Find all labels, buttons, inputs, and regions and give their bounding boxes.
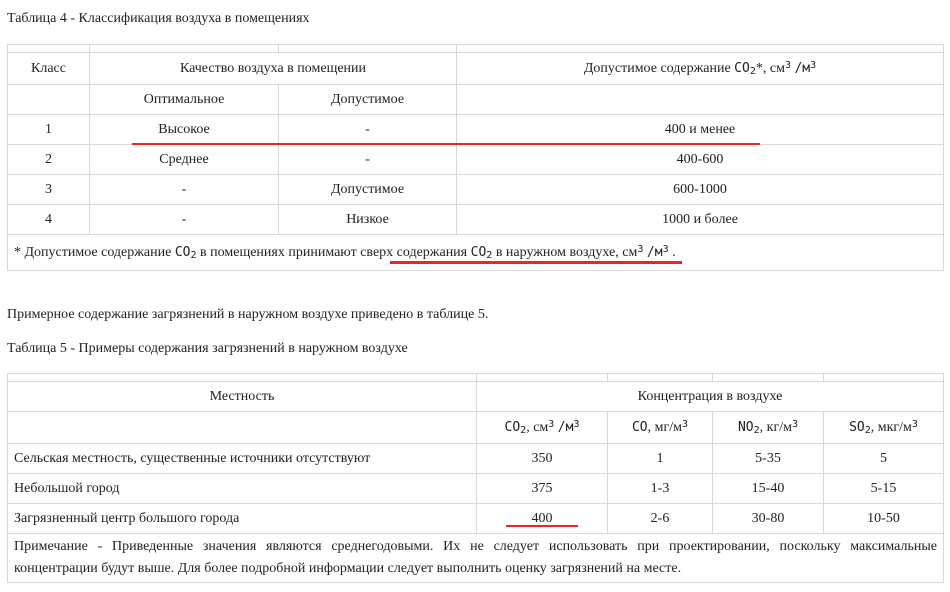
t4-footnote: * Допустимое содержание $CO_2$ в помещениях принимают сверх содержания $CO_2$ в наружном воздухе, $см^3$ $/м^3$ . — [8, 235, 944, 271]
t5-header-no2: $NO_2$, $кг/м^3$ — [713, 412, 824, 444]
t5-header-co2: $CO_2$, $см^3$ $/м^3$ — [477, 412, 608, 444]
t4-header-optimal: Оптимальное — [90, 85, 279, 115]
t5-header-co: CO, $мг/м^3$ — [608, 412, 713, 444]
highlight-underline-400 — [506, 525, 578, 527]
table-row: Небольшой город 375 1-3 15-40 5-15 — [8, 474, 944, 504]
t4-header-quality: Качество воздуха в помещении — [90, 53, 457, 85]
t4-header-class: Класс — [8, 53, 90, 85]
intro-paragraph: Примерное содержание загрязнений в наружном воздухе приведено в таблице 5. — [7, 307, 489, 322]
table-row: 1 Высокое - 400 и менее — [8, 115, 944, 145]
highlight-underline-row1 — [132, 143, 760, 145]
t4-header-allowed: Допустимое содержание $CO_2*$, $см^3$ $/м^3$ — [457, 53, 944, 85]
t5-header-concentration: Концентрация в воздухе — [477, 382, 944, 412]
table-row: 2 Среднее - 400-600 — [8, 145, 944, 175]
table5-caption: Таблица 5 - Примеры содержания загрязнений в наружном воздухе — [7, 341, 408, 356]
t5-header-place: Местность — [8, 382, 477, 412]
t5-header-so2: $SO_2$, мкг/$м^3$ — [824, 412, 944, 444]
t4-header-permissible: Допустимое — [279, 85, 457, 115]
table-row: 4 - Низкое 1000 и более — [8, 205, 944, 235]
t5-note: Примечание - Приведенные значения являются среднегодовыми. Их не следует использовать при проектировании, поскольку максимальные концентрации будут выше. Для более подробной информации следует выполнить оценку загрязнений на месте. — [8, 534, 944, 583]
highlight-underline-footnote — [390, 261, 682, 264]
table5 — [7, 373, 944, 583]
table4 — [7, 44, 944, 271]
table-row: 3 - Допустимое 600-1000 — [8, 175, 944, 205]
table4-caption: Таблица 4 - Классификация воздуха в помещениях — [7, 11, 310, 26]
table-row: Загрязненный центр большого города 400 2-6 30-80 10-50 — [8, 504, 944, 534]
table-row: Сельская местность, существенные источники отсутствуют 350 1 5-35 5 — [8, 444, 944, 474]
